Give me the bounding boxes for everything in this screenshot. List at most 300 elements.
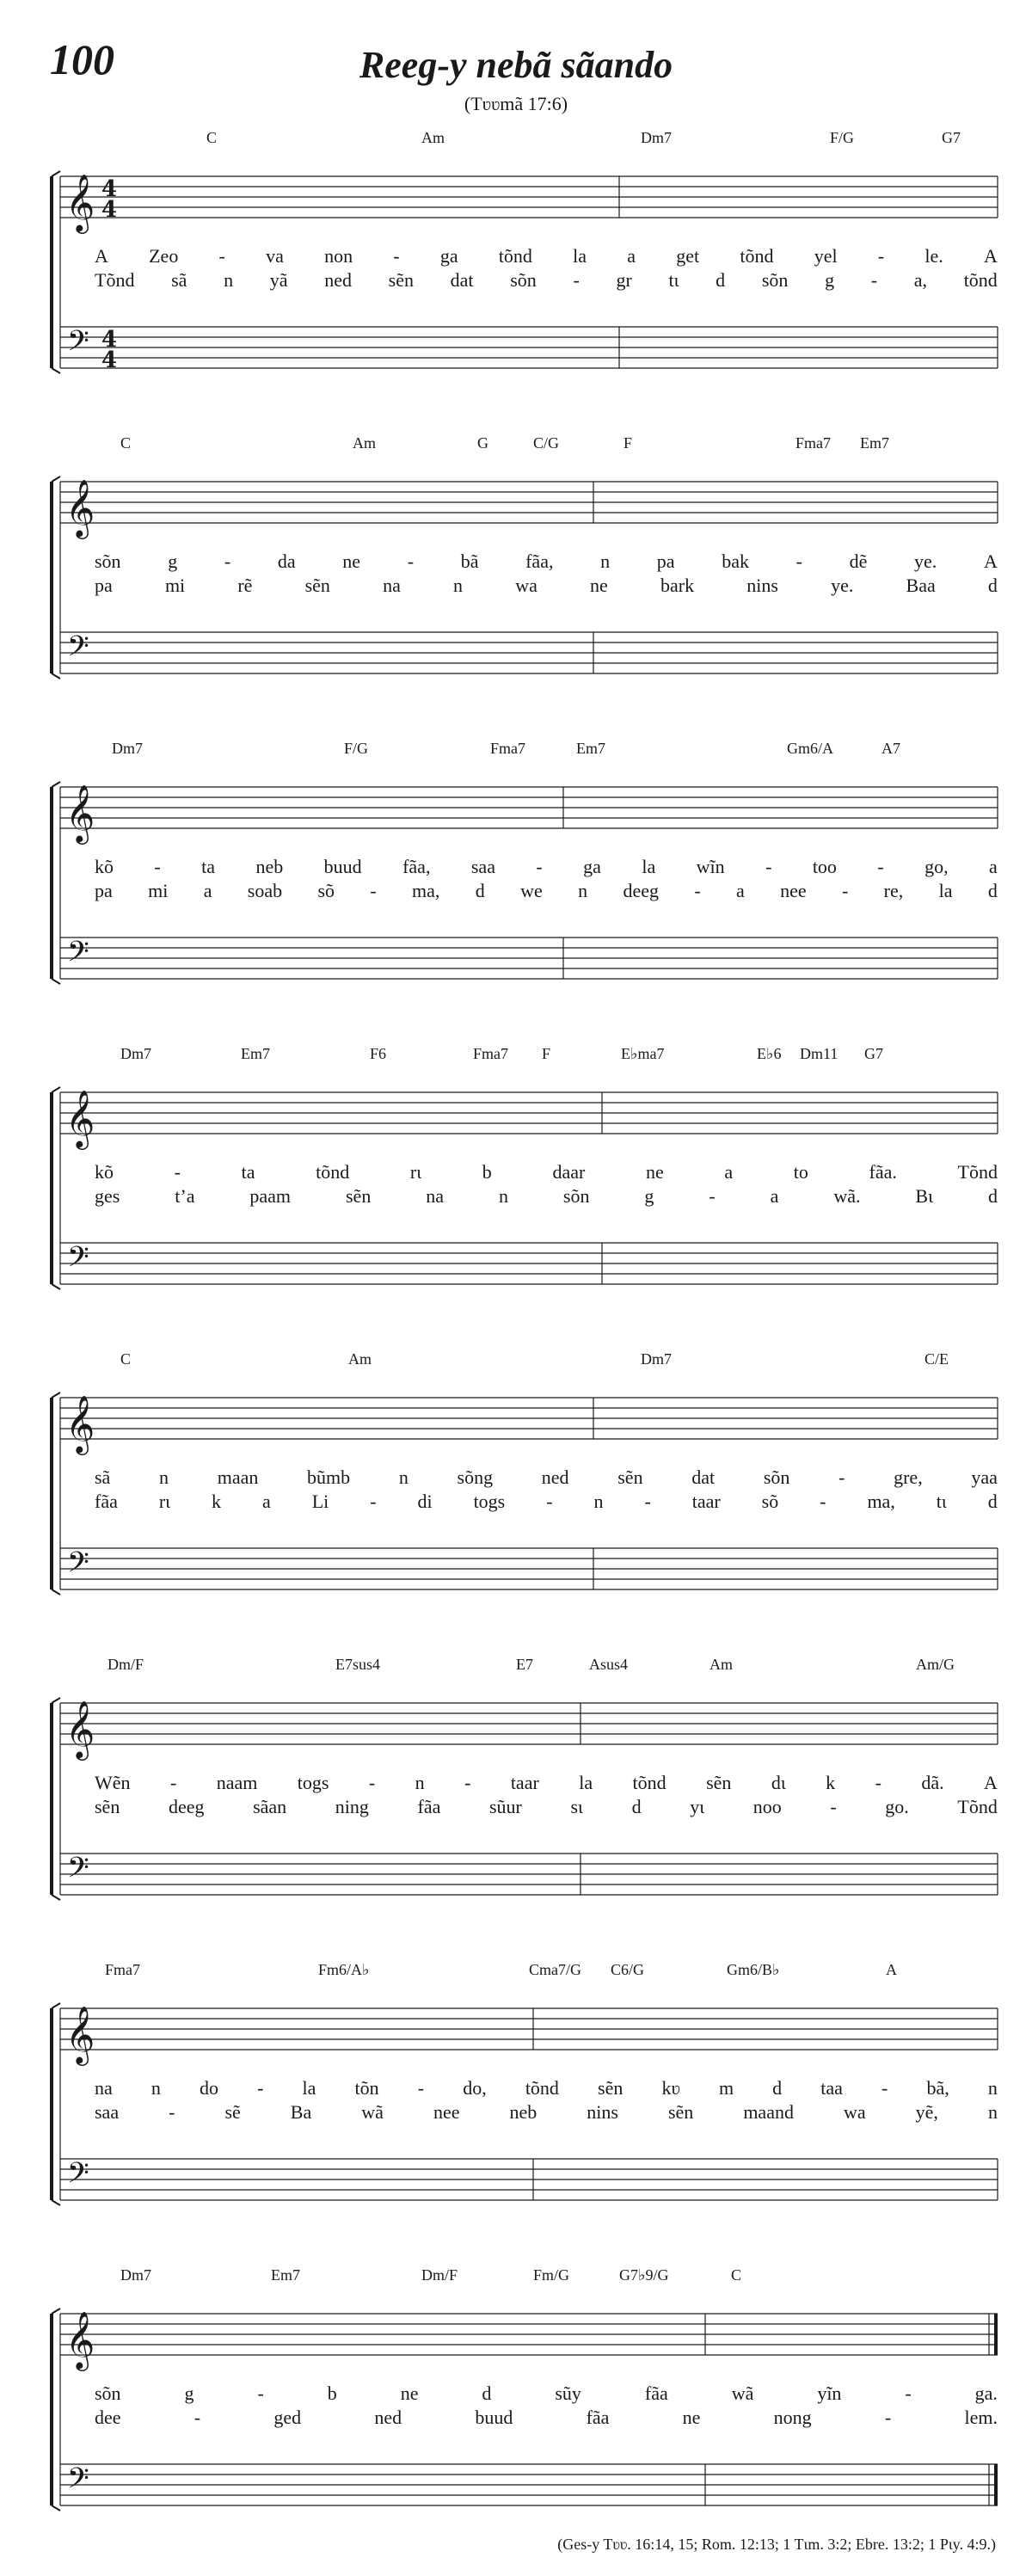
lyric-syllable: fãa, bbox=[402, 856, 431, 877]
lyric-syllable: fãa bbox=[417, 1796, 441, 1817]
lyric-syllable: yã bbox=[269, 269, 288, 291]
lyric-syllable: re, bbox=[883, 880, 904, 901]
lyric-syllable: n bbox=[578, 880, 588, 901]
lyric-syllable: ne bbox=[682, 2407, 701, 2428]
lyric-syllable: a bbox=[724, 1161, 734, 1183]
lyric-syllable: ye. bbox=[914, 550, 937, 572]
lyric-syllable: d bbox=[987, 1185, 998, 1207]
lyric-syllable: na bbox=[95, 2077, 113, 2099]
chord-symbol: Fma7 bbox=[473, 1045, 509, 1062]
lyric-syllable: - bbox=[546, 1491, 553, 1512]
system-bracket-bottom bbox=[52, 2505, 60, 2511]
lyric-syllable: rẽ bbox=[237, 575, 253, 596]
lyric-syllable: saa bbox=[95, 2101, 120, 2123]
music-system-3 bbox=[0, 740, 1032, 1049]
lyric-syllable: n bbox=[159, 1466, 169, 1488]
lyric-syllable: - bbox=[257, 2382, 264, 2404]
system-bracket-bottom bbox=[52, 1895, 60, 1900]
lyric-syllable: sẽn bbox=[95, 1796, 120, 1817]
lyric-syllable: n bbox=[593, 1491, 604, 1512]
treble-clef-icon: 𝄞 bbox=[65, 1089, 95, 1147]
lyric-syllable: b bbox=[482, 1161, 492, 1183]
chord-symbol: Em7 bbox=[860, 434, 889, 452]
lyric-syllable: taar bbox=[510, 1772, 539, 1793]
chord-symbol: Am bbox=[353, 434, 376, 452]
lyric-syllable: wĩn bbox=[696, 856, 725, 877]
lyric-syllable: d bbox=[631, 1796, 642, 1817]
lyric-syllable: fãa. bbox=[869, 1161, 897, 1183]
lyric-syllable: d bbox=[482, 2382, 492, 2404]
bass-clef-icon: 𝄢 bbox=[67, 1546, 89, 1586]
lyric-syllable: g bbox=[644, 1185, 654, 1207]
lyric-syllable: - bbox=[842, 880, 849, 901]
lyric-syllable: tɩ bbox=[668, 269, 679, 291]
lyric-syllable: b bbox=[327, 2382, 337, 2404]
chord-symbol: Dm7 bbox=[112, 740, 143, 757]
lyric-syllable: nins bbox=[587, 2101, 618, 2123]
lyric-syllable: - bbox=[224, 550, 231, 572]
lyric-syllable: ne bbox=[590, 575, 608, 596]
lyric-syllable: fãa, bbox=[525, 550, 554, 572]
system-bracket-top bbox=[52, 476, 60, 482]
time-signature-bass: 4 bbox=[101, 347, 118, 373]
lyric-syllable: yel bbox=[814, 245, 838, 267]
lyric-syllable: n bbox=[453, 575, 464, 596]
lyric-syllable: sõn bbox=[95, 2382, 121, 2404]
chord-symbol: Dm7 bbox=[641, 1350, 672, 1368]
lyric-syllable: g bbox=[184, 2382, 194, 2404]
lyric-syllable: - bbox=[796, 550, 802, 572]
lyric-syllable: sẽn bbox=[617, 1466, 643, 1488]
lyric-syllable: rɩ bbox=[409, 1161, 422, 1183]
lyric-syllable: - bbox=[174, 1161, 181, 1183]
lyric-syllable: sõ bbox=[761, 1491, 779, 1512]
lyric-syllable: sẽn bbox=[304, 575, 330, 596]
lyric-syllable: go, bbox=[924, 856, 949, 877]
lyric-syllable: maan bbox=[217, 1466, 259, 1488]
lyric-syllable: - bbox=[877, 245, 885, 267]
lyric-syllable: nee bbox=[780, 880, 807, 901]
lyric-line-verse2 bbox=[95, 1796, 998, 1818]
time-signature-bass: 4 bbox=[101, 327, 118, 353]
lyric-syllable: Zeo bbox=[149, 245, 179, 267]
lyric-syllable: deeg bbox=[623, 880, 659, 901]
lyric-syllable: - bbox=[882, 2077, 888, 2099]
lyric-syllable: sẽn bbox=[667, 2101, 694, 2123]
chord-symbol: Gm6/A bbox=[787, 740, 833, 757]
lyric-syllable: n bbox=[498, 1185, 508, 1207]
staff-graphics bbox=[0, 1376, 1032, 1660]
lyric-syllable: sõng bbox=[457, 1466, 494, 1488]
chord-symbol: F/G bbox=[830, 129, 855, 146]
chord-symbol: Cma7/G bbox=[529, 1961, 581, 1978]
lyric-syllable: la bbox=[579, 1772, 593, 1793]
lyric-syllable: pa bbox=[95, 880, 113, 901]
lyric-syllable: neb bbox=[509, 2101, 538, 2123]
staff-graphics bbox=[0, 460, 1032, 744]
lyric-syllable: d bbox=[987, 880, 998, 901]
chord-symbol: Am bbox=[421, 129, 445, 146]
lyric-syllable: n bbox=[150, 2077, 161, 2099]
lyric-syllable: rɩ bbox=[158, 1491, 171, 1512]
lyric-syllable: - bbox=[393, 245, 400, 267]
lyric-line-verse2 bbox=[95, 1185, 998, 1208]
lyric-syllable: la bbox=[573, 245, 587, 267]
time-signature-ts-top: 4 bbox=[101, 176, 118, 202]
chord-symbol: E♭6 bbox=[757, 1045, 782, 1062]
lyric-syllable: we bbox=[520, 880, 543, 901]
lyric-syllable: dat bbox=[450, 269, 474, 291]
chord-symbol: F/G bbox=[344, 740, 369, 757]
lyric-syllable: nong bbox=[773, 2407, 812, 2428]
lyric-syllable: sã bbox=[95, 1466, 111, 1488]
chord-symbol: F bbox=[624, 434, 633, 452]
lyric-syllable: - bbox=[370, 1491, 377, 1512]
system-bracket-bottom bbox=[52, 979, 60, 984]
treble-clef-icon: 𝄞 bbox=[65, 784, 95, 842]
lyric-syllable: sõn bbox=[761, 269, 789, 291]
lyric-syllable: d bbox=[716, 269, 726, 291]
lyric-syllable: togs bbox=[297, 1772, 329, 1793]
lyric-line-verse2 bbox=[95, 2407, 998, 2429]
lyric-syllable: sãan bbox=[253, 1796, 287, 1817]
lyric-syllable: d bbox=[475, 880, 485, 901]
lyric-syllable: - bbox=[154, 856, 161, 877]
lyric-syllable: a, bbox=[913, 269, 928, 291]
lyric-syllable: kõ bbox=[95, 856, 114, 877]
lyric-syllable: dã. bbox=[921, 1772, 944, 1793]
lyric-syllable: tõnd bbox=[525, 2077, 559, 2099]
lyric-syllable: wã bbox=[361, 2101, 384, 2123]
treble-clef-icon: 𝄞 bbox=[65, 2005, 95, 2063]
lyric-syllable: d bbox=[987, 575, 998, 596]
lyric-syllable: pa bbox=[656, 550, 675, 572]
lyric-syllable: wa bbox=[843, 2101, 866, 2123]
lyric-syllable: d bbox=[772, 2077, 783, 2099]
lyric-line-verse2 bbox=[95, 880, 998, 902]
lyric-syllable: tõnd bbox=[963, 269, 998, 291]
lyric-syllable: - bbox=[830, 1796, 837, 1817]
system-bracket-bottom bbox=[52, 368, 60, 373]
lyric-syllable: sõn bbox=[510, 269, 537, 291]
lyric-syllable: A bbox=[984, 1772, 998, 1793]
system-bracket-top bbox=[52, 171, 60, 176]
chord-symbol: C/E bbox=[924, 1350, 949, 1368]
lyric-syllable: lem. bbox=[964, 2407, 998, 2428]
lyric-syllable: sõn bbox=[763, 1466, 790, 1488]
lyric-syllable: ned bbox=[541, 1466, 569, 1488]
lyric-syllable: ta bbox=[241, 1161, 255, 1183]
lyric-syllable: sẽn bbox=[598, 2077, 624, 2099]
lyric-syllable: - bbox=[257, 2077, 264, 2099]
lyric-syllable: taa bbox=[820, 2077, 843, 2099]
chord-symbol: Dm11 bbox=[800, 1045, 838, 1062]
treble-clef-icon: 𝄞 bbox=[65, 2310, 95, 2369]
lyric-syllable: - bbox=[536, 856, 543, 877]
lyric-syllable: na bbox=[383, 575, 401, 596]
lyric-syllable: - bbox=[905, 2382, 912, 2404]
lyric-syllable: ned bbox=[324, 269, 352, 291]
lyric-syllable: dɩ bbox=[771, 1772, 786, 1793]
lyric-syllable: bã, bbox=[926, 2077, 949, 2099]
bass-clef-icon: 𝄢 bbox=[67, 1241, 89, 1281]
chord-symbol: Dm7 bbox=[641, 129, 672, 146]
lyric-syllable: kʋ bbox=[661, 2077, 680, 2099]
lyric-syllable: fãa bbox=[95, 1491, 118, 1512]
lyric-syllable: taar bbox=[691, 1491, 721, 1512]
lyric-syllable: - bbox=[194, 2407, 201, 2428]
lyric-line-verse1 bbox=[95, 856, 998, 878]
lyric-syllable: - bbox=[368, 1772, 376, 1793]
lyric-syllable: - bbox=[407, 550, 415, 572]
lyric-syllable: yĩn bbox=[817, 2382, 842, 2404]
lyric-syllable: ges bbox=[95, 1185, 120, 1207]
lyric-line-verse1 bbox=[95, 550, 998, 573]
lyric-syllable: a bbox=[627, 245, 636, 267]
lyric-syllable: la bbox=[642, 856, 656, 877]
music-system-8 bbox=[0, 2266, 1032, 2576]
lyric-syllable: Ba bbox=[290, 2101, 312, 2123]
staff-graphics bbox=[0, 2292, 1032, 2576]
chord-symbol: C bbox=[120, 1350, 132, 1368]
lyric-syllable: gre, bbox=[894, 1466, 923, 1488]
lyric-syllable: ga bbox=[439, 245, 458, 267]
chord-symbol: C/G bbox=[533, 434, 560, 452]
chord-symbol: C bbox=[206, 129, 218, 146]
lyric-syllable: - bbox=[218, 245, 225, 267]
lyric-syllable: Li bbox=[311, 1491, 329, 1512]
lyric-syllable: yaa bbox=[971, 1466, 998, 1488]
lyric-syllable: ta bbox=[201, 856, 216, 877]
staff-graphics bbox=[0, 1071, 1032, 1355]
lyric-syllable: - bbox=[765, 856, 772, 877]
chord-symbol: G7 bbox=[942, 129, 961, 146]
lyric-syllable: n bbox=[987, 2077, 998, 2099]
system-bracket-bottom bbox=[52, 673, 60, 679]
chord-symbol: C bbox=[120, 434, 132, 452]
music-system-7 bbox=[0, 1961, 1032, 2271]
lyric-syllable: a bbox=[736, 880, 745, 901]
lyric-syllable: - bbox=[169, 2101, 175, 2123]
lyric-line-verse1 bbox=[95, 2077, 998, 2100]
lyric-syllable: to bbox=[793, 1161, 808, 1183]
lyric-syllable: - bbox=[870, 269, 878, 291]
lyric-syllable: get bbox=[676, 245, 700, 267]
lyric-syllable: bũmb bbox=[307, 1466, 351, 1488]
chord-symbol: Fma7 bbox=[796, 434, 832, 452]
lyric-syllable: Bɩ bbox=[915, 1185, 933, 1207]
lyric-syllable: deeg bbox=[168, 1796, 205, 1817]
lyric-syllable: - bbox=[875, 1772, 882, 1793]
lyric-syllable: n bbox=[224, 269, 234, 291]
chord-symbol: Dm7 bbox=[120, 1045, 151, 1062]
music-system-5 bbox=[0, 1350, 1032, 1660]
lyric-line-verse2 bbox=[95, 2101, 998, 2124]
lyric-syllable: Tõnd bbox=[957, 1161, 998, 1183]
lyric-syllable: - bbox=[820, 1491, 826, 1512]
lyric-syllable: noo bbox=[752, 1796, 782, 1817]
lyric-syllable: pa bbox=[95, 575, 113, 596]
lyric-syllable: n bbox=[415, 1772, 425, 1793]
lyric-syllable: dee bbox=[95, 2407, 121, 2428]
lyric-syllable: a bbox=[770, 1185, 779, 1207]
lyric-syllable: bark bbox=[660, 575, 695, 596]
chord-symbol: Em7 bbox=[271, 2266, 300, 2284]
chord-symbol: Fm6/A♭ bbox=[318, 1961, 370, 1978]
lyric-syllable: sẽn bbox=[388, 269, 414, 291]
lyric-syllable: dat bbox=[691, 1466, 716, 1488]
system-bracket-top bbox=[52, 1698, 60, 1703]
bass-clef-icon: 𝄢 bbox=[67, 1852, 89, 1891]
system-bracket-top bbox=[52, 1087, 60, 1092]
treble-clef-icon: 𝄞 bbox=[65, 1700, 95, 1758]
chord-symbol: Gm6/B♭ bbox=[727, 1961, 780, 1978]
chord-symbol: Dm/F bbox=[108, 1656, 144, 1673]
lyric-syllable: m bbox=[718, 2077, 734, 2099]
lyric-syllable: fãa bbox=[644, 2382, 668, 2404]
lyric-syllable: - bbox=[644, 1491, 651, 1512]
bass-clef-icon: 𝄢 bbox=[67, 936, 89, 975]
lyric-syllable: do bbox=[199, 2077, 218, 2099]
lyric-syllable: sɩ bbox=[570, 1796, 583, 1817]
lyric-syllable: tõnd bbox=[498, 245, 532, 267]
lyric-syllable: A bbox=[983, 245, 998, 267]
lyric-syllable: ged bbox=[273, 2407, 302, 2428]
lyric-syllable: a bbox=[203, 880, 212, 901]
lyric-syllable: nins bbox=[746, 575, 778, 596]
lyric-syllable: fãa bbox=[586, 2407, 610, 2428]
chord-symbol: E♭ma7 bbox=[621, 1045, 665, 1062]
lyric-syllable: sẽn bbox=[706, 1772, 732, 1793]
lyric-syllable: Tõnd bbox=[957, 1796, 998, 1817]
music-system-1 bbox=[0, 129, 1032, 439]
system-bracket-top bbox=[52, 2309, 60, 2314]
lyric-syllable: tõnd bbox=[632, 1772, 666, 1793]
lyric-syllable: a bbox=[261, 1491, 271, 1512]
lyric-syllable: la bbox=[938, 880, 953, 901]
lyric-syllable: tɩ bbox=[936, 1491, 947, 1512]
lyric-syllable: A bbox=[983, 550, 998, 572]
footer-references: (Ges-y Tʋʋ. 16:14, 15; Rom. 12:13; 1 Tɩm. 3:2; Ebre. 13:2; 1 Pɩy. 4:9.) bbox=[557, 2536, 996, 2553]
chord-symbol: Fm/G bbox=[533, 2266, 570, 2284]
lyric-syllable: tõnd bbox=[316, 1161, 350, 1183]
lyric-syllable: - bbox=[573, 269, 580, 291]
lyric-syllable: do, bbox=[463, 2077, 487, 2099]
system-bracket-bottom bbox=[52, 2200, 60, 2205]
music-system-2 bbox=[0, 434, 1032, 744]
lyric-syllable: sõ bbox=[317, 880, 335, 901]
lyric-syllable: ye. bbox=[831, 575, 854, 596]
lyric-line-verse1 bbox=[95, 1466, 998, 1489]
lyric-syllable: t’a bbox=[175, 1185, 195, 1207]
lyric-syllable: nee bbox=[433, 2101, 460, 2123]
lyric-line-verse1 bbox=[95, 2382, 998, 2405]
lyric-syllable: tõnd bbox=[740, 245, 774, 267]
lyric-syllable: n bbox=[398, 1466, 408, 1488]
time-signature-ts-bottom: 4 bbox=[101, 197, 118, 223]
lyric-syllable: sõn bbox=[562, 1185, 590, 1207]
lyric-syllable: ga bbox=[583, 856, 601, 877]
lyric-syllable: A bbox=[95, 245, 108, 267]
lyric-syllable: n bbox=[987, 2101, 998, 2123]
lyric-syllable: tõn bbox=[354, 2077, 379, 2099]
chord-symbol: Am/G bbox=[916, 1656, 955, 1673]
lyric-syllable: maand bbox=[743, 2101, 794, 2123]
lyric-syllable: saa bbox=[470, 856, 495, 877]
lyric-syllable: too bbox=[812, 856, 837, 877]
lyric-syllable: sõn bbox=[95, 550, 121, 572]
lyric-syllable: - bbox=[694, 880, 701, 901]
lyric-syllable: - bbox=[709, 1185, 716, 1207]
system-bracket-top bbox=[52, 1393, 60, 1398]
lyric-syllable: - bbox=[884, 2407, 892, 2428]
chord-symbol: E7 bbox=[516, 1656, 533, 1673]
lyric-syllable: non bbox=[324, 245, 353, 267]
treble-clef-icon: 𝄞 bbox=[65, 173, 95, 231]
lyric-syllable: daar bbox=[552, 1161, 586, 1183]
scripture-reference: (Tʋʋmã 17:6) bbox=[464, 93, 568, 114]
staff-graphics bbox=[0, 155, 1032, 439]
lyric-syllable: mi bbox=[164, 575, 186, 596]
staff-graphics bbox=[0, 1681, 1032, 1965]
lyric-syllable: g bbox=[825, 269, 835, 291]
lyric-syllable: ning bbox=[335, 1796, 369, 1817]
bass-clef-icon: 𝄢 bbox=[67, 325, 89, 365]
music-system-6 bbox=[0, 1656, 1032, 1965]
bass-clef-icon: 𝄢 bbox=[67, 2157, 89, 2197]
lyric-syllable: yẽ, bbox=[915, 2101, 938, 2123]
lyric-syllable: va bbox=[266, 245, 284, 267]
lyric-line-verse1 bbox=[95, 1772, 998, 1794]
lyric-syllable: ne bbox=[645, 1161, 664, 1183]
lyric-line-verse2 bbox=[95, 575, 998, 597]
chord-symbol: Dm/F bbox=[421, 2266, 458, 2284]
lyric-syllable: wã bbox=[731, 2382, 754, 2404]
lyric-syllable: gr bbox=[616, 269, 632, 291]
lyric-syllable: bak bbox=[722, 550, 749, 572]
song-title: Reeg-y nebã sãando bbox=[359, 44, 673, 86]
lyric-syllable: sẽn bbox=[346, 1185, 372, 1207]
chord-symbol: Em7 bbox=[576, 740, 605, 757]
lyric-syllable: k bbox=[826, 1772, 836, 1793]
lyric-line-verse2 bbox=[95, 269, 998, 292]
lyric-syllable: ned bbox=[374, 2407, 402, 2428]
lyric-syllable: na bbox=[426, 1185, 445, 1207]
chord-symbol: Am bbox=[348, 1350, 372, 1368]
lyric-syllable: sã bbox=[171, 269, 187, 291]
lyric-syllable: sũur bbox=[488, 1796, 522, 1817]
chord-symbol: C6/G bbox=[611, 1961, 645, 1978]
lyric-line-verse1 bbox=[95, 1161, 998, 1183]
lyric-syllable: - bbox=[417, 2077, 425, 2099]
bass-clef-icon: 𝄢 bbox=[67, 2462, 89, 2502]
lyric-syllable: la bbox=[302, 2077, 316, 2099]
chord-symbol: A7 bbox=[882, 740, 900, 757]
music-system-4 bbox=[0, 1045, 1032, 1355]
lyric-syllable: ne bbox=[400, 2382, 419, 2404]
lyric-syllable: da bbox=[277, 550, 296, 572]
lyric-syllable: ne bbox=[342, 550, 361, 572]
lyric-syllable: a bbox=[989, 856, 998, 877]
chord-symbol: G7 bbox=[864, 1045, 883, 1062]
chord-symbol: Em7 bbox=[241, 1045, 270, 1062]
lyric-line-verse1 bbox=[95, 245, 998, 267]
lyric-syllable: - bbox=[877, 856, 884, 877]
lyric-syllable: wa bbox=[515, 575, 538, 596]
chord-symbol: E7sus4 bbox=[335, 1656, 381, 1673]
chord-symbol: A bbox=[886, 1961, 897, 1978]
bass-clef-icon: 𝄢 bbox=[67, 630, 89, 670]
